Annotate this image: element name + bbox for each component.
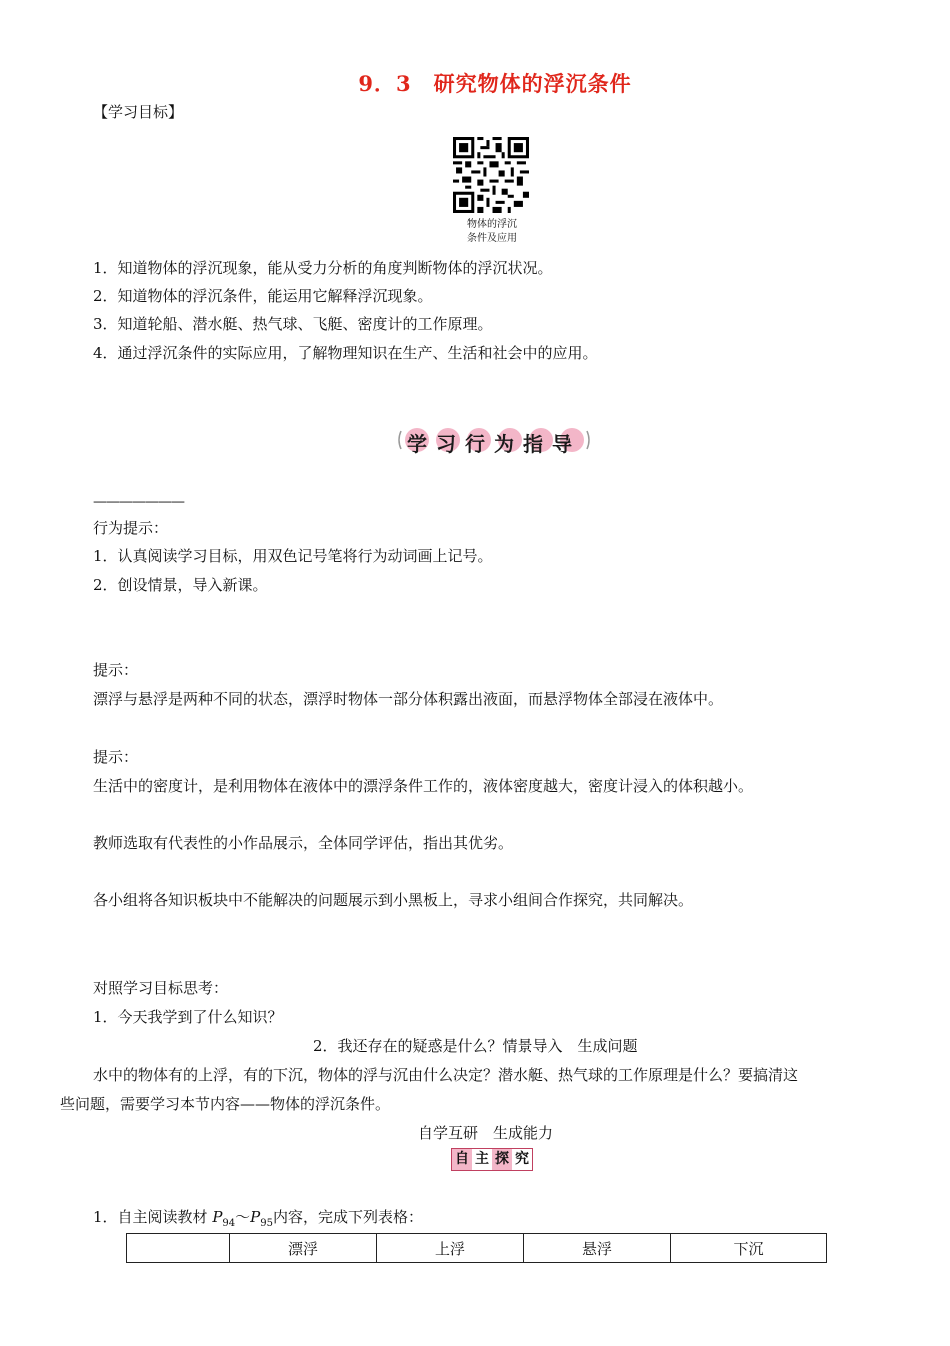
badge-char: 主 [472,1149,492,1170]
divider-rule: ——————— [93,494,184,510]
behavior-label: 行为提示： [93,519,169,537]
goal-item: 4．通过浮沉条件的实际应用，了解物理知识在生产、生活和社会中的应用。 [93,344,598,362]
table-header-cell: 漂浮 [230,1234,377,1263]
goal-item: 3．知道轮船、潜水艇、热气球、飞艇、密度计的工作原理。 [93,315,493,333]
tip-label: 提示： [93,748,139,766]
reflect-label: 对照学习目标思考： [93,979,229,997]
section-goals-heading: 【学习目标】 [93,103,184,121]
page-title: 9．3 研究物体的浮沉条件 [358,71,632,96]
badge-char: 自 [452,1149,472,1170]
table-header-cell: 下沉 [671,1234,827,1263]
table-header-cell: 悬浮 [524,1234,671,1263]
tip-text: 生活中的密度计，是利用物体在液体中的漂浮条件工作的，液体密度越大，密度计浸入的体积越小。 [93,777,754,795]
tip-label: 提示： [93,661,139,679]
section-banner: 学习行为指导 [407,432,581,456]
reflect-question: 2．我还存在的疑惑是什么？情景导入 生成问题 [313,1037,638,1055]
behavior-item: 1．认真阅读学习目标，用双色记号笔将行为动词画上记号。 [93,547,493,565]
goal-item: 1．知道物体的浮沉现象，能从受力分析的角度判断物体的浮沉状况。 [93,259,553,277]
subheading: 自学互研 生成能力 [418,1124,554,1142]
qr-code-icon [453,137,529,213]
teacher-note: 教师选取有代表性的小作品展示，全体同学评估，指出其优劣。 [93,834,514,852]
table-row [127,1234,827,1263]
behavior-item: 2．创设情景，导入新课。 [93,576,268,594]
qr-caption-line2: 条件及应用 [467,233,517,244]
goal-item: 2．知道物体的浮沉条件，能运用它解释浮沉现象。 [93,287,433,305]
self-study-badge [451,1148,533,1171]
buoyancy-table [126,1233,827,1263]
badge-char: 究 [512,1149,532,1170]
tip-text: 漂浮与悬浮是两种不同的状态，漂浮时物体一部分体积露出液面，而悬浮物体全部浸在液体中。 [93,690,724,708]
intro-paragraph-line: 水中的物体有的上浮，有的下沉，物体的浮与沉由什么决定？潜水艇、热气球的工作原理是什么？要搞清这 [93,1066,799,1084]
group-note: 各小组将各知识板块中不能解决的问题展示到小黑板上，寻求小组间合作探究，共同解决。 [93,891,694,909]
table-header-cell [127,1234,230,1263]
table-header-cell: 上浮 [377,1234,524,1263]
qr-caption-line1: 物体的浮沉 [467,219,517,230]
badge-char: 探 [492,1149,512,1170]
reflect-question: 1．今天我学到了什么知识？ [93,1008,283,1026]
intro-paragraph-line: 些问题，需要学习本节内容——物体的浮沉条件。 [60,1095,391,1113]
task-instruction: 1．自主阅读教材 $P_{94}\sim P_{95}$内容，完成下列表格： [93,1208,423,1229]
